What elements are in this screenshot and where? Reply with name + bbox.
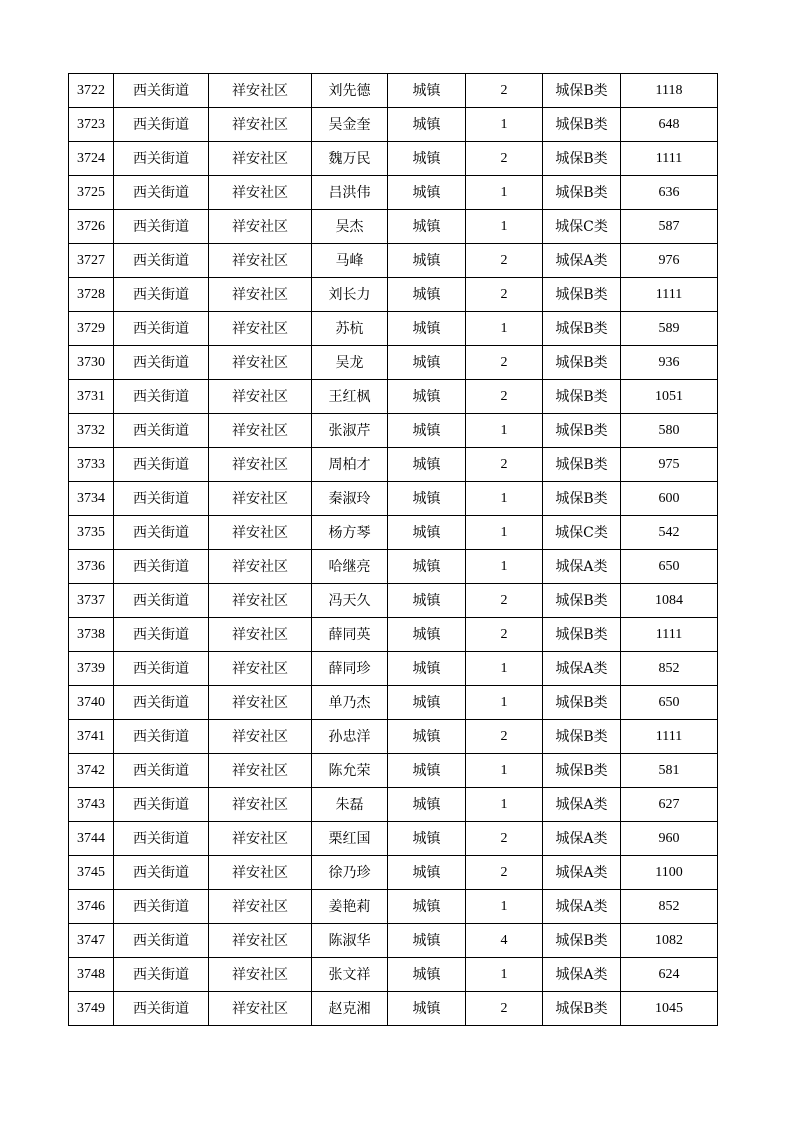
- community-cell: 祥安社区: [209, 924, 312, 958]
- assistance-category-cell: 城保B类: [543, 278, 621, 312]
- assistance-category-cell: 城保B类: [543, 992, 621, 1026]
- name-cell: 张文祥: [312, 958, 388, 992]
- amount-cell: 648: [621, 108, 718, 142]
- serial-number-cell: 3739: [69, 652, 114, 686]
- household-type-cell: 城镇: [388, 108, 466, 142]
- community-cell: 祥安社区: [209, 176, 312, 210]
- serial-number-cell: 3726: [69, 210, 114, 244]
- amount-cell: 1100: [621, 856, 718, 890]
- street-cell: 西关街道: [114, 686, 209, 720]
- assistance-category-cell: 城保A类: [543, 856, 621, 890]
- table-row: [69, 176, 718, 210]
- name-cell: 王红枫: [312, 380, 388, 414]
- community-cell: 祥安社区: [209, 346, 312, 380]
- community-cell: 祥安社区: [209, 482, 312, 516]
- table-row: [69, 584, 718, 618]
- table-row: [69, 890, 718, 924]
- household-size-cell: 2: [466, 74, 543, 108]
- roster-table: [68, 73, 718, 1026]
- table-row: [69, 482, 718, 516]
- street-cell: 西关街道: [114, 74, 209, 108]
- household-size-cell: 2: [466, 584, 543, 618]
- name-cell: 陈淑华: [312, 924, 388, 958]
- name-cell: 刘先德: [312, 74, 388, 108]
- serial-number-cell: 3730: [69, 346, 114, 380]
- table-row: [69, 992, 718, 1026]
- table-row: [69, 414, 718, 448]
- name-cell: 苏杭: [312, 312, 388, 346]
- household-type-cell: 城镇: [388, 74, 466, 108]
- community-cell: 祥安社区: [209, 754, 312, 788]
- household-type-cell: 城镇: [388, 686, 466, 720]
- name-cell: 单乃杰: [312, 686, 388, 720]
- community-cell: 祥安社区: [209, 788, 312, 822]
- name-cell: 哈继亮: [312, 550, 388, 584]
- community-cell: 祥安社区: [209, 822, 312, 856]
- household-type-cell: 城镇: [388, 550, 466, 584]
- name-cell: 杨方琴: [312, 516, 388, 550]
- household-type-cell: 城镇: [388, 346, 466, 380]
- household-size-cell: 1: [466, 414, 543, 448]
- street-cell: 西关街道: [114, 754, 209, 788]
- amount-cell: 650: [621, 550, 718, 584]
- name-cell: 张淑芹: [312, 414, 388, 448]
- household-size-cell: 2: [466, 380, 543, 414]
- street-cell: 西关街道: [114, 890, 209, 924]
- household-type-cell: 城镇: [388, 278, 466, 312]
- street-cell: 西关街道: [114, 584, 209, 618]
- amount-cell: 1111: [621, 618, 718, 652]
- household-type-cell: 城镇: [388, 618, 466, 652]
- street-cell: 西关街道: [114, 380, 209, 414]
- serial-number-cell: 3737: [69, 584, 114, 618]
- amount-cell: 542: [621, 516, 718, 550]
- household-size-cell: 1: [466, 108, 543, 142]
- assistance-category-cell: 城保A类: [543, 822, 621, 856]
- community-cell: 祥安社区: [209, 618, 312, 652]
- street-cell: 西关街道: [114, 210, 209, 244]
- community-cell: 祥安社区: [209, 210, 312, 244]
- street-cell: 西关街道: [114, 278, 209, 312]
- street-cell: 西关街道: [114, 482, 209, 516]
- household-type-cell: 城镇: [388, 176, 466, 210]
- street-cell: 西关街道: [114, 856, 209, 890]
- household-type-cell: 城镇: [388, 822, 466, 856]
- name-cell: 刘长力: [312, 278, 388, 312]
- community-cell: 祥安社区: [209, 380, 312, 414]
- amount-cell: 960: [621, 822, 718, 856]
- household-size-cell: 1: [466, 890, 543, 924]
- amount-cell: 936: [621, 346, 718, 380]
- name-cell: 周柏才: [312, 448, 388, 482]
- amount-cell: 624: [621, 958, 718, 992]
- table-row: [69, 142, 718, 176]
- assistance-category-cell: 城保A类: [543, 890, 621, 924]
- serial-number-cell: 3724: [69, 142, 114, 176]
- household-size-cell: 2: [466, 142, 543, 176]
- assistance-category-cell: 城保B类: [543, 346, 621, 380]
- community-cell: 祥安社区: [209, 448, 312, 482]
- street-cell: 西关街道: [114, 312, 209, 346]
- assistance-category-cell: 城保B类: [543, 686, 621, 720]
- serial-number-cell: 3736: [69, 550, 114, 584]
- serial-number-cell: 3745: [69, 856, 114, 890]
- household-type-cell: 城镇: [388, 652, 466, 686]
- household-size-cell: 2: [466, 856, 543, 890]
- household-type-cell: 城镇: [388, 142, 466, 176]
- household-type-cell: 城镇: [388, 482, 466, 516]
- serial-number-cell: 3744: [69, 822, 114, 856]
- amount-cell: 1045: [621, 992, 718, 1026]
- table-row: [69, 278, 718, 312]
- serial-number-cell: 3735: [69, 516, 114, 550]
- table-row: [69, 754, 718, 788]
- amount-cell: 852: [621, 652, 718, 686]
- community-cell: 祥安社区: [209, 142, 312, 176]
- amount-cell: 1111: [621, 278, 718, 312]
- street-cell: 西关街道: [114, 108, 209, 142]
- household-size-cell: 1: [466, 686, 543, 720]
- household-size-cell: 1: [466, 210, 543, 244]
- household-type-cell: 城镇: [388, 788, 466, 822]
- household-size-cell: 2: [466, 720, 543, 754]
- community-cell: 祥安社区: [209, 244, 312, 278]
- street-cell: 西关街道: [114, 652, 209, 686]
- table-row: [69, 924, 718, 958]
- serial-number-cell: 3734: [69, 482, 114, 516]
- assistance-category-cell: 城保A类: [543, 652, 621, 686]
- table-row: [69, 958, 718, 992]
- serial-number-cell: 3741: [69, 720, 114, 754]
- street-cell: 西关街道: [114, 924, 209, 958]
- assistance-category-cell: 城保A类: [543, 958, 621, 992]
- community-cell: 祥安社区: [209, 108, 312, 142]
- household-type-cell: 城镇: [388, 958, 466, 992]
- street-cell: 西关街道: [114, 142, 209, 176]
- amount-cell: 852: [621, 890, 718, 924]
- table-row: [69, 788, 718, 822]
- assistance-category-cell: 城保B类: [543, 312, 621, 346]
- household-type-cell: 城镇: [388, 856, 466, 890]
- assistance-category-cell: 城保B类: [543, 754, 621, 788]
- household-size-cell: 4: [466, 924, 543, 958]
- serial-number-cell: 3738: [69, 618, 114, 652]
- serial-number-cell: 3733: [69, 448, 114, 482]
- household-type-cell: 城镇: [388, 414, 466, 448]
- name-cell: 薛同英: [312, 618, 388, 652]
- household-type-cell: 城镇: [388, 210, 466, 244]
- table-row: [69, 448, 718, 482]
- table-row: [69, 74, 718, 108]
- assistance-category-cell: 城保B类: [543, 720, 621, 754]
- amount-cell: 1051: [621, 380, 718, 414]
- street-cell: 西关街道: [114, 992, 209, 1026]
- street-cell: 西关街道: [114, 720, 209, 754]
- table-row: [69, 108, 718, 142]
- serial-number-cell: 3723: [69, 108, 114, 142]
- name-cell: 孙忠洋: [312, 720, 388, 754]
- amount-cell: 650: [621, 686, 718, 720]
- assistance-category-cell: 城保A类: [543, 244, 621, 278]
- street-cell: 西关街道: [114, 788, 209, 822]
- name-cell: 吴金奎: [312, 108, 388, 142]
- amount-cell: 587: [621, 210, 718, 244]
- household-size-cell: 2: [466, 278, 543, 312]
- household-size-cell: 2: [466, 244, 543, 278]
- table-row: [69, 380, 718, 414]
- community-cell: 祥安社区: [209, 278, 312, 312]
- amount-cell: 975: [621, 448, 718, 482]
- household-type-cell: 城镇: [388, 992, 466, 1026]
- household-type-cell: 城镇: [388, 244, 466, 278]
- amount-cell: 1111: [621, 142, 718, 176]
- amount-cell: 589: [621, 312, 718, 346]
- serial-number-cell: 3749: [69, 992, 114, 1026]
- assistance-category-cell: 城保B类: [543, 618, 621, 652]
- assistance-category-cell: 城保C类: [543, 210, 621, 244]
- household-size-cell: 1: [466, 516, 543, 550]
- table-row: [69, 244, 718, 278]
- household-type-cell: 城镇: [388, 380, 466, 414]
- household-size-cell: 1: [466, 754, 543, 788]
- table-row: [69, 210, 718, 244]
- amount-cell: 1111: [621, 720, 718, 754]
- community-cell: 祥安社区: [209, 74, 312, 108]
- household-size-cell: 1: [466, 550, 543, 584]
- table-row: [69, 312, 718, 346]
- serial-number-cell: 3731: [69, 380, 114, 414]
- assistance-category-cell: 城保C类: [543, 516, 621, 550]
- household-type-cell: 城镇: [388, 924, 466, 958]
- serial-number-cell: 3746: [69, 890, 114, 924]
- assistance-category-cell: 城保B类: [543, 448, 621, 482]
- amount-cell: 580: [621, 414, 718, 448]
- community-cell: 祥安社区: [209, 516, 312, 550]
- amount-cell: 581: [621, 754, 718, 788]
- name-cell: 朱磊: [312, 788, 388, 822]
- street-cell: 西关街道: [114, 346, 209, 380]
- assistance-category-cell: 城保A类: [543, 550, 621, 584]
- serial-number-cell: 3729: [69, 312, 114, 346]
- household-size-cell: 1: [466, 652, 543, 686]
- community-cell: 祥安社区: [209, 720, 312, 754]
- household-size-cell: 2: [466, 618, 543, 652]
- name-cell: 吴杰: [312, 210, 388, 244]
- serial-number-cell: 3743: [69, 788, 114, 822]
- community-cell: 祥安社区: [209, 992, 312, 1026]
- serial-number-cell: 3722: [69, 74, 114, 108]
- amount-cell: 636: [621, 176, 718, 210]
- serial-number-cell: 3727: [69, 244, 114, 278]
- household-type-cell: 城镇: [388, 890, 466, 924]
- street-cell: 西关街道: [114, 176, 209, 210]
- amount-cell: 1082: [621, 924, 718, 958]
- household-type-cell: 城镇: [388, 312, 466, 346]
- name-cell: 栗红国: [312, 822, 388, 856]
- community-cell: 祥安社区: [209, 890, 312, 924]
- household-type-cell: 城镇: [388, 448, 466, 482]
- assistance-category-cell: 城保B类: [543, 924, 621, 958]
- amount-cell: 976: [621, 244, 718, 278]
- street-cell: 西关街道: [114, 448, 209, 482]
- street-cell: 西关街道: [114, 516, 209, 550]
- community-cell: 祥安社区: [209, 686, 312, 720]
- table-row: [69, 652, 718, 686]
- assistance-category-cell: 城保A类: [543, 788, 621, 822]
- name-cell: 吴龙: [312, 346, 388, 380]
- table-row: [69, 516, 718, 550]
- table-row: [69, 856, 718, 890]
- community-cell: 祥安社区: [209, 414, 312, 448]
- table-row: [69, 618, 718, 652]
- street-cell: 西关街道: [114, 550, 209, 584]
- household-size-cell: 1: [466, 482, 543, 516]
- assistance-category-cell: 城保B类: [543, 74, 621, 108]
- household-type-cell: 城镇: [388, 720, 466, 754]
- household-type-cell: 城镇: [388, 516, 466, 550]
- roster-sheet: [68, 73, 718, 1026]
- community-cell: 祥安社区: [209, 652, 312, 686]
- serial-number-cell: 3732: [69, 414, 114, 448]
- name-cell: 吕洪伟: [312, 176, 388, 210]
- assistance-category-cell: 城保B类: [543, 108, 621, 142]
- table-row: [69, 720, 718, 754]
- amount-cell: 627: [621, 788, 718, 822]
- household-type-cell: 城镇: [388, 754, 466, 788]
- name-cell: 徐乃珍: [312, 856, 388, 890]
- household-size-cell: 1: [466, 788, 543, 822]
- assistance-category-cell: 城保B类: [543, 482, 621, 516]
- community-cell: 祥安社区: [209, 584, 312, 618]
- household-size-cell: 2: [466, 992, 543, 1026]
- household-size-cell: 1: [466, 958, 543, 992]
- street-cell: 西关街道: [114, 414, 209, 448]
- amount-cell: 600: [621, 482, 718, 516]
- community-cell: 祥安社区: [209, 958, 312, 992]
- street-cell: 西关街道: [114, 244, 209, 278]
- serial-number-cell: 3740: [69, 686, 114, 720]
- table-row: [69, 686, 718, 720]
- name-cell: 秦淑玲: [312, 482, 388, 516]
- name-cell: 魏万民: [312, 142, 388, 176]
- amount-cell: 1084: [621, 584, 718, 618]
- serial-number-cell: 3728: [69, 278, 114, 312]
- household-size-cell: 2: [466, 822, 543, 856]
- serial-number-cell: 3725: [69, 176, 114, 210]
- serial-number-cell: 3747: [69, 924, 114, 958]
- household-type-cell: 城镇: [388, 584, 466, 618]
- name-cell: 马峰: [312, 244, 388, 278]
- street-cell: 西关街道: [114, 958, 209, 992]
- serial-number-cell: 3742: [69, 754, 114, 788]
- amount-cell: 1118: [621, 74, 718, 108]
- assistance-category-cell: 城保B类: [543, 414, 621, 448]
- table-row: [69, 822, 718, 856]
- community-cell: 祥安社区: [209, 550, 312, 584]
- name-cell: 冯天久: [312, 584, 388, 618]
- roster-table-body: [69, 74, 718, 1026]
- assistance-category-cell: 城保B类: [543, 380, 621, 414]
- name-cell: 姜艳莉: [312, 890, 388, 924]
- name-cell: 陈允荣: [312, 754, 388, 788]
- street-cell: 西关街道: [114, 822, 209, 856]
- community-cell: 祥安社区: [209, 312, 312, 346]
- community-cell: 祥安社区: [209, 856, 312, 890]
- table-row: [69, 346, 718, 380]
- street-cell: 西关街道: [114, 618, 209, 652]
- name-cell: 薛同珍: [312, 652, 388, 686]
- household-size-cell: 2: [466, 346, 543, 380]
- household-size-cell: 1: [466, 312, 543, 346]
- assistance-category-cell: 城保B类: [543, 142, 621, 176]
- name-cell: 赵克湘: [312, 992, 388, 1026]
- serial-number-cell: 3748: [69, 958, 114, 992]
- table-row: [69, 550, 718, 584]
- assistance-category-cell: 城保B类: [543, 176, 621, 210]
- household-size-cell: 2: [466, 448, 543, 482]
- household-size-cell: 1: [466, 176, 543, 210]
- assistance-category-cell: 城保B类: [543, 584, 621, 618]
